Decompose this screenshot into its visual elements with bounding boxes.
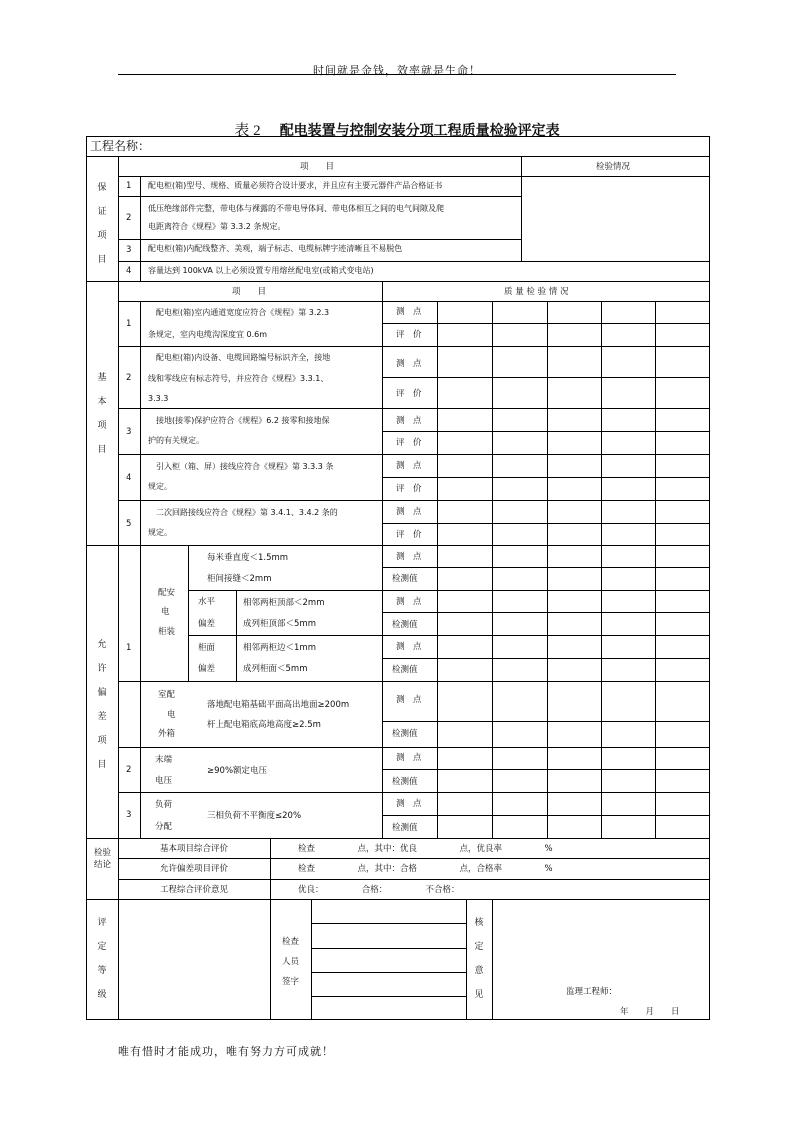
rating-label-char: 评 <box>97 918 107 928</box>
basic-label-char: 目 <box>97 445 107 455</box>
measure-point-label: 测 点 <box>396 507 422 517</box>
tolerance-text: 落地配电箱基础平面高出地面≥200m <box>207 700 350 710</box>
guarantee-item-no: 3 <box>126 245 132 255</box>
conclusion-label-line: 结论 <box>94 860 112 870</box>
tolerance-text: 成列柜面＜5mm <box>243 664 308 674</box>
conclusion-row-text: 检查 点，其中：优良 点，优良率 % <box>298 844 553 854</box>
measure-point-label: 测 点 <box>396 552 422 562</box>
header-motto: 时间就是金钱，效率就是生命！ <box>313 64 481 77</box>
allowable-label-char: 允 <box>97 640 107 650</box>
basic-item-no: 5 <box>126 519 132 529</box>
guarantee-item-text: 配电柜(箱)型号、规格、质量必须符合设计要求，并且应有主要元器件产品合格证书 <box>148 181 443 190</box>
basic-item-text: 接地(接零)保护应符合《规程》6.2 接零和接地保 <box>148 416 330 425</box>
tolerance-text: 每米垂直度＜1.5mm <box>207 553 289 563</box>
conclusion-label <box>94 847 111 871</box>
sub-label: 偏差 <box>198 664 216 674</box>
box-label: 室配 <box>158 690 176 700</box>
footer-motto: 唯有惜时才能成功，唯有努力方可成就！ <box>118 1045 334 1058</box>
measured-value-label: 检测值 <box>392 729 418 739</box>
load-label: 负荷 <box>155 800 173 810</box>
measure-point-label: 测 点 <box>396 799 422 809</box>
tolerance-text: 相邻两柜边＜1mm <box>243 643 316 653</box>
guarantee-label-char: 项 <box>97 231 107 241</box>
guarantee-label-char: 目 <box>97 255 107 265</box>
allowable-item-no: 3 <box>126 810 132 820</box>
verify-label-char: 核 <box>474 918 484 928</box>
measured-value-label: 检测值 <box>392 620 418 630</box>
basic-item-no: 3 <box>126 427 132 437</box>
rating-label-char: 定 <box>97 942 107 952</box>
basic-label-char: 基 <box>97 373 107 383</box>
box-label: 电 <box>167 710 176 720</box>
verify-label-char: 见 <box>474 990 484 1000</box>
guarantee-item-no: 1 <box>126 181 132 191</box>
evaluate-label: 评 价 <box>396 438 422 448</box>
tolerance-text: 柜间接缝＜2mm <box>207 574 272 584</box>
tolerance-text: 三相负荷不平衡度≤20% <box>207 811 302 821</box>
table-title: 配电装置与控制安装分项工程质量检验评定表 <box>279 123 560 139</box>
basic-col-check: 质 量 检 验 情 况 <box>504 287 569 297</box>
rating-section-label <box>95 911 109 1007</box>
allowable-label-char: 项 <box>97 736 107 746</box>
conclusion-label-line: 检验 <box>94 848 112 858</box>
voltage-label: 电压 <box>155 776 173 786</box>
measured-value-label: 检测值 <box>392 665 418 675</box>
measure-point-label: 测 点 <box>396 642 422 652</box>
supervisor-label: 监理工程师： <box>566 987 618 997</box>
measure-point-label: 测 点 <box>396 307 422 317</box>
voltage-label: 末端 <box>155 755 173 765</box>
allowable-label-char: 偏 <box>97 688 107 698</box>
guarantee-label-char: 保 <box>97 183 107 193</box>
measure-point-label: 测 点 <box>396 461 422 471</box>
guarantee-item-text: 配电柜(箱)内配线整齐、美观，端子标志、电缆标牌字迹清晰且不易脱色 <box>148 244 403 253</box>
verify-opinion-label <box>472 911 486 1007</box>
sub-label: 偏差 <box>198 619 216 629</box>
table-number: 表 2 <box>234 123 261 139</box>
conclusion-row-label: 工程综合评价意见 <box>160 885 229 895</box>
guarantee-item-no: 4 <box>126 266 132 276</box>
basic-item-text: 配电柜(箱)内设备、电缆回路编号标识齐全，接地 <box>148 353 331 362</box>
conclusion-row-label: 允许偏差项目评价 <box>160 864 229 874</box>
measured-value-label: 检测值 <box>392 777 418 787</box>
measured-value-label: 检测值 <box>392 574 418 584</box>
guarantee-label-char: 证 <box>97 207 107 217</box>
tolerance-text: 相邻两柜顶部＜2mm <box>243 598 325 608</box>
inspector-label: 人员 <box>282 957 300 967</box>
cabinet-label: 配安 <box>158 588 176 598</box>
header-rule <box>118 74 676 75</box>
guarantee-col-check: 检验情况 <box>596 162 631 172</box>
inspector-label: 检查 <box>282 937 300 947</box>
measured-value-label: 检测值 <box>392 823 418 833</box>
basic-label-char: 本 <box>97 397 107 407</box>
conclusion-row-text: 优良： 合格： 不合格： <box>298 885 460 895</box>
allowable-section-label <box>95 633 109 777</box>
measure-point-label: 测 点 <box>396 695 422 705</box>
guarantee-item-text: 容量达到 100kVA 以上必须设置专用熔丝配电室(或箱式变电站) <box>148 266 374 275</box>
guarantee-item-text: 电距离符合《规程》第 3.3.2 条规定。 <box>148 222 286 231</box>
tolerance-text: 成列柜顶部＜5mm <box>243 619 316 629</box>
measure-point-label: 测 点 <box>396 416 422 426</box>
evaluate-label: 评 价 <box>396 330 422 340</box>
rating-label-char: 级 <box>97 990 107 1000</box>
load-label: 分配 <box>155 822 173 832</box>
sub-label: 柜面 <box>198 643 216 653</box>
basic-item-text: 3.3.3 <box>148 394 169 403</box>
guarantee-item-no: 2 <box>126 213 132 223</box>
cabinet-label: 柜装 <box>158 627 176 637</box>
tolerance-text: 杆上配电箱底高地高度≥2.5m <box>207 720 321 730</box>
guarantee-col-item: 项 目 <box>300 162 335 172</box>
conclusion-row-text: 检查 点，其中：合格 点，合格率 % <box>298 864 553 874</box>
basic-item-no: 4 <box>126 473 132 483</box>
date-label: 年 月 日 <box>620 1007 680 1017</box>
basic-item-no: 1 <box>126 319 132 329</box>
basic-label-char: 项 <box>97 421 107 431</box>
rating-label-char: 等 <box>97 966 107 976</box>
basic-item-text: 二次回路接线应符合《规程》第 3.4.1、3.4.2 条的 <box>148 508 338 517</box>
verify-label-char: 意 <box>474 966 484 976</box>
allowable-item-no: 1 <box>126 643 132 653</box>
basic-item-text: 规定。 <box>148 528 172 537</box>
basic-col-item: 项 目 <box>232 287 267 297</box>
inspector-label: 签字 <box>282 977 300 987</box>
allowable-item-no: 2 <box>126 765 132 775</box>
allowable-label-char: 许 <box>97 664 107 674</box>
basic-section-label <box>95 366 109 462</box>
guarantee-item-text: 低压绝缘部件完整，带电体与裸露的不带电导体间、带电体相互之间的电气间隙及爬 <box>148 204 444 213</box>
basic-item-text: 条规定，室内电缆沟深度宜 0.6m <box>148 330 268 339</box>
allowable-label-char: 目 <box>97 760 107 770</box>
box-label: 外箱 <box>158 729 176 739</box>
basic-item-text: 护的有关规定。 <box>148 436 204 445</box>
conclusion-row-label: 基本项目综合评价 <box>160 844 229 854</box>
sub-label: 水平 <box>198 597 216 607</box>
basic-item-text: 配电柜(箱)室内通道宽度应符合《规程》第 3.2.3 <box>148 308 330 317</box>
verify-label-char: 定 <box>474 942 484 952</box>
measure-point-label: 测 点 <box>396 359 422 369</box>
basic-item-text: 线和零线应有标志符号，并应符合《规程》3.3.1、 <box>148 374 329 383</box>
tolerance-text: ≥90%额定电压 <box>207 766 268 776</box>
evaluate-label: 评 价 <box>396 484 422 494</box>
evaluation-form <box>86 136 710 1020</box>
measure-point-label: 测 点 <box>396 753 422 763</box>
basic-item-text: 规定。 <box>148 482 172 491</box>
cabinet-label: 电 <box>161 607 170 617</box>
evaluate-label: 评 价 <box>396 530 422 540</box>
basic-item-text: 引入柜（箱、屏）接线应符合《规程》第 3.3.3 条 <box>148 462 334 471</box>
allowable-label-char: 差 <box>97 712 107 722</box>
project-name-label: 工程名称： <box>90 139 151 153</box>
evaluate-label: 评 价 <box>396 389 422 399</box>
basic-item-no: 2 <box>126 373 132 383</box>
measure-point-label: 测 点 <box>396 597 422 607</box>
guarantee-section-label <box>95 176 109 272</box>
